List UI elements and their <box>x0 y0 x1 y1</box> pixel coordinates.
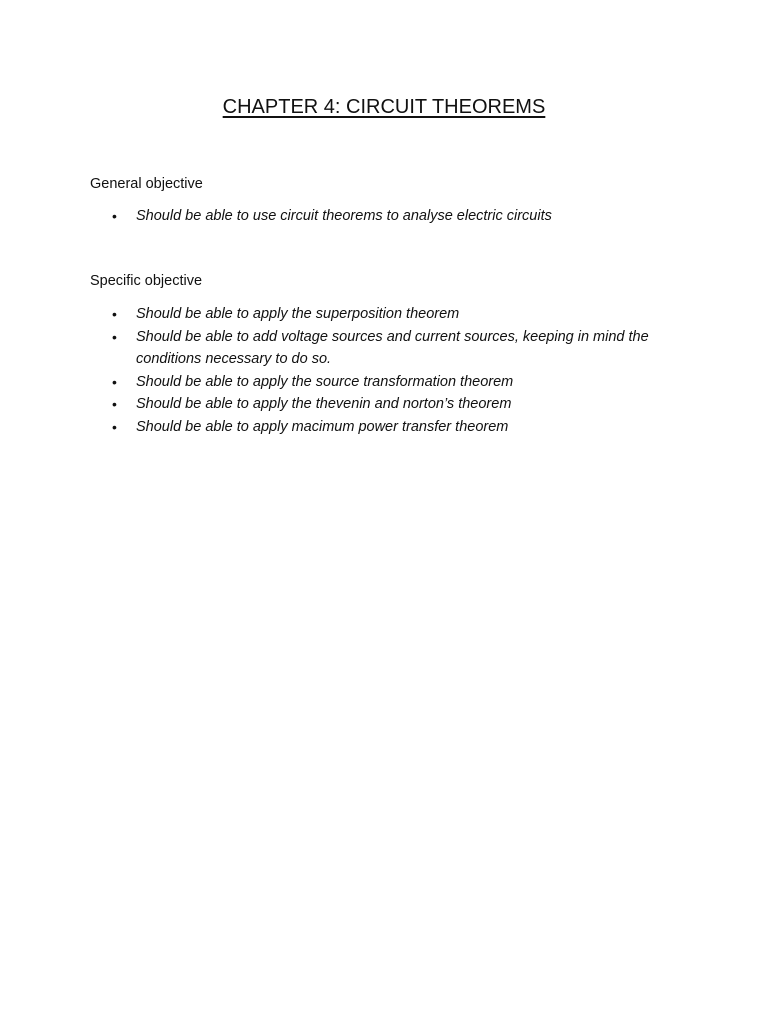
list-item <box>90 326 690 371</box>
list-item-text: Should be able to add voltage sources and current sources, keeping in mind the conditions necessary to do so. <box>136 328 649 367</box>
general-objective-list <box>90 205 690 228</box>
specific-objective-heading: Specific objective <box>90 273 203 289</box>
list-item <box>90 371 690 394</box>
list-item <box>90 205 690 228</box>
list-item-text: Should be able to use circuit theorems to analyse electric circuits <box>136 208 552 224</box>
bullet-icon: • <box>112 328 117 345</box>
list-item <box>90 416 690 439</box>
list-item-text: Should be able to apply macimum power transfer theorem <box>136 418 509 435</box>
bullet-icon: • <box>112 418 117 435</box>
bullet-icon: • <box>112 208 117 224</box>
specific-objective-list <box>90 303 690 438</box>
bullet-icon: • <box>112 396 117 412</box>
list-item-text: Should be able to apply the thevenin and norton’s theorem <box>136 396 512 412</box>
list-item-text: Should be able to apply the superposition theorem <box>136 306 460 322</box>
general-objective-heading: General objective <box>90 176 203 192</box>
list-item <box>90 393 690 416</box>
bullet-icon: • <box>112 373 117 390</box>
list-item <box>90 303 690 326</box>
chapter-title: CHAPTER 4: CIRCUIT THEOREMS <box>222 96 546 118</box>
list-item-text: Should be able to apply the source transformation theorem <box>136 373 514 390</box>
bullet-icon: • <box>112 306 117 322</box>
